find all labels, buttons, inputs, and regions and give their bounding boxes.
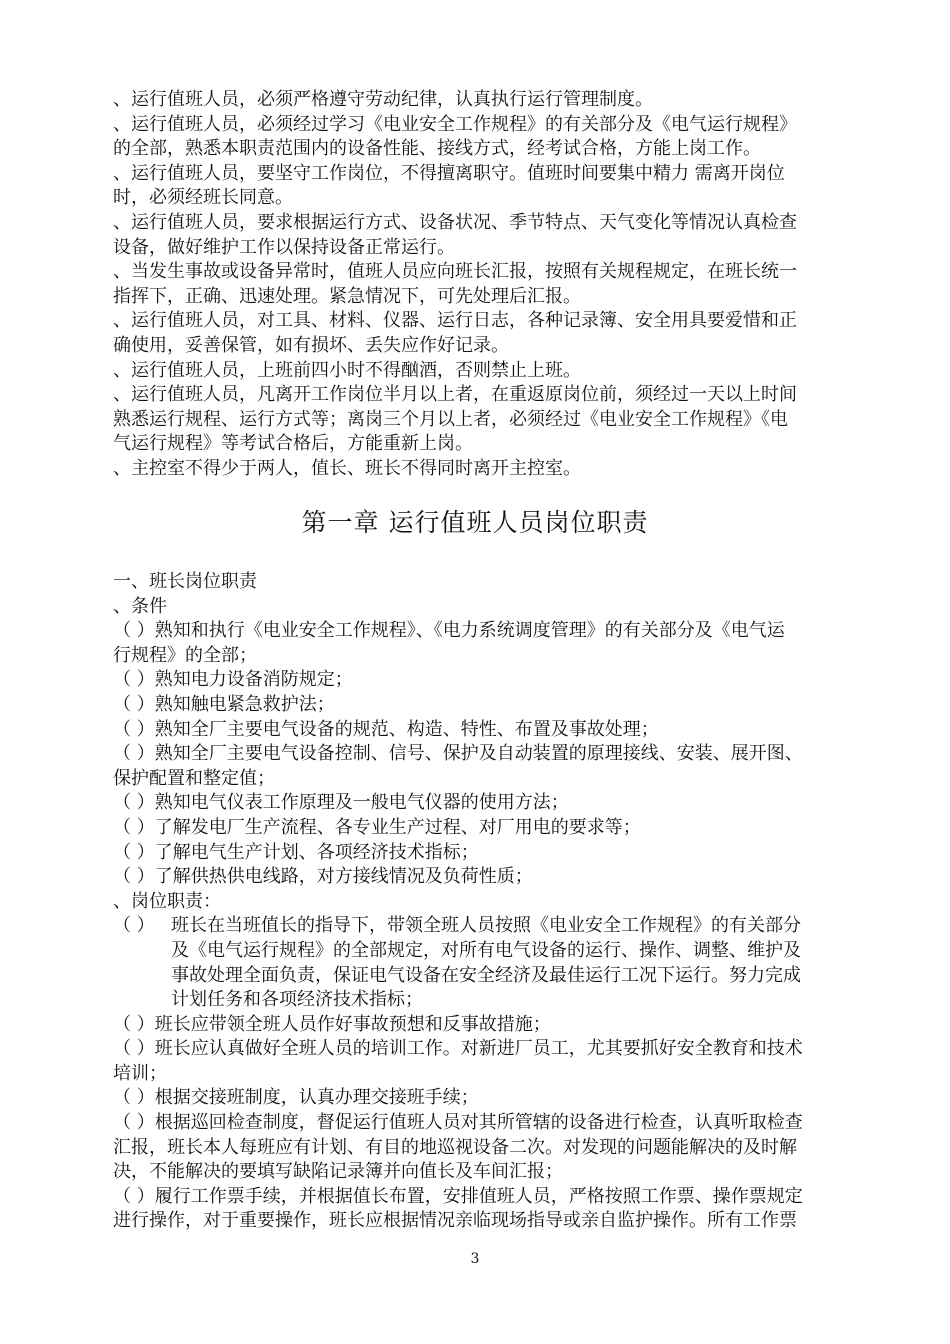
condition-line: 行规程》的全部； bbox=[113, 644, 257, 666]
duty-line: 计划任务和各项经济技术指标； bbox=[171, 989, 423, 1011]
duty-line: 决，不能解决的要填写缺陷记录簿并向值长及车间汇报； bbox=[113, 1161, 563, 1183]
text-line: 、运行值班人员，要坚守工作岗位，不得擅离职守。值班时间要集中精力 需离开岗位 bbox=[113, 162, 785, 184]
intro-rules bbox=[113, 88, 858, 482]
text-line: 、运行值班人员，上班前四小时不得酗酒，否则禁止上班。 bbox=[113, 359, 581, 381]
duty-line: （ ）根据巡回检查制度，督促运行值班人员对其所管辖的设备进行检查，认真听取检查 bbox=[113, 1112, 803, 1134]
duty-line: 及《电气运行规程》的全部规定，对所有电气设备的运行、操作、调整、维护及 bbox=[171, 939, 801, 961]
section-body bbox=[113, 570, 858, 1234]
section-heading: 一、班长岗位职责 bbox=[113, 571, 257, 592]
condition-line: （ ）熟知全厂主要电气设备控制、信号、保护及自动装置的原理接线、安装、展开图、 bbox=[113, 743, 803, 765]
text-line: 设备，做好维护工作以保持设备正常运行。 bbox=[113, 236, 455, 258]
text-line: 、运行值班人员，必须严格遵守劳动纪律，认真执行运行管理制度。 bbox=[113, 89, 653, 110]
duty-line: （ ）班长应带领全班人员作好事故预想和反事故措施； bbox=[113, 1013, 551, 1035]
text-line: 、运行值班人员，必须经过学习《电业安全工作规程》的有关部分及《电气运行规程》 bbox=[113, 113, 797, 135]
duty-prefix: （ ） bbox=[113, 915, 155, 937]
duty-line: 汇报，班长本人每班应有计划、有目的地巡视设备二次。对发现的问题能解决的及时解 bbox=[113, 1136, 797, 1158]
chapter-title: 第一章 运行值班人员岗位职责 bbox=[301, 508, 649, 537]
text-line: 、运行值班人员，对工具、材料、仪器、运行日志，各种记录簿、安全用具要爱惜和正 bbox=[113, 310, 797, 332]
duty-line: （ ）根据交接班制度，认真办理交接班手续； bbox=[113, 1087, 479, 1109]
text-line: 、当发生事故或设备异常时，值班人员应向班长汇报，按照有关规程规定，在班长统一 bbox=[113, 261, 797, 283]
duty-line bbox=[113, 914, 858, 939]
condition-line: （ ）熟知全厂主要电气设备的规范、构造、特性、布置及事故处理； bbox=[113, 718, 659, 740]
duties-heading: 、岗位职责： bbox=[113, 890, 221, 912]
condition-line: （ ）熟知和执行《电业安全工作规程》、《电力系统调度管理》的有关部分及《电气运 bbox=[113, 620, 785, 642]
duty-line: 进行操作，对于重要操作，班长应根据情况亲临现场指导或亲自监护操作。所有工作票 bbox=[113, 1210, 797, 1232]
condition-line: 保护配置和整定值； bbox=[113, 767, 275, 789]
text-line: 、主控室不得少于两人，值长、班长不得同时离开主控室。 bbox=[113, 457, 581, 479]
duty-line: 培训； bbox=[113, 1062, 167, 1084]
duty-line: （ ）班长应认真做好全班人员的培训工作。对新进厂员工，尤其要抓好安全教育和技术 bbox=[113, 1038, 803, 1060]
text-line: 气运行规程》等考试合格后，方能重新上岗。 bbox=[113, 433, 473, 455]
condition-line: （ ）了解发电厂生产流程、各专业生产过程、对厂用电的要求等； bbox=[113, 816, 641, 838]
text-line: 时，必须经班长同意。 bbox=[113, 187, 293, 209]
text-line: 确使用，妥善保管，如有损坏、丢失应作好记录。 bbox=[113, 334, 509, 356]
duty-line: （ ）履行工作票手续，并根据值长布置，安排值班人员，严格按照工作票、操作票规定 bbox=[113, 1185, 803, 1207]
duty-line: 事故处理全面负责，保证电气设备在安全经济及最佳运行工况下运行。努力完成 bbox=[171, 964, 801, 986]
condition-line: （ ）了解供热供电线路，对方接线情况及负荷性质； bbox=[113, 866, 533, 888]
duty-text: 班长在当班值长的指导下，带领全班人员按照《电业安全工作规程》的有关部分 bbox=[171, 915, 801, 937]
condition-line: （ ）熟知电力设备消防规定； bbox=[113, 669, 353, 691]
conditions-heading: 、条件 bbox=[113, 595, 167, 617]
condition-line: （ ）熟知电气仪表工作原理及一般电气仪器的使用方法； bbox=[113, 792, 569, 814]
text-line: 的全部，熟悉本职责范围内的设备性能、接线方式，经考试合格，方能上岗工作。 bbox=[113, 138, 761, 160]
text-line: 指挥下，正确、迅速处理。紧急情况下，可先处理后汇报。 bbox=[113, 285, 581, 307]
text-line: 、运行值班人员，要求根据运行方式、设备状况、季节特点、天气变化等情况认真检查 bbox=[113, 211, 797, 233]
text-line: 、运行值班人员，凡离开工作岗位半月以上者，在重返原岗位前，须经过一天以上时间 bbox=[113, 384, 797, 406]
text-line: 熟悉运行规程、运行方式等；离岗三个月以上者，必须经过《电业安全工作规程》《电 bbox=[113, 408, 788, 430]
page-number: 3 bbox=[470, 1251, 480, 1267]
condition-line: （ ）熟知触电紧急救护法； bbox=[113, 693, 335, 715]
condition-line: （ ）了解电气生产计划、各项经济技术指标； bbox=[113, 841, 479, 863]
